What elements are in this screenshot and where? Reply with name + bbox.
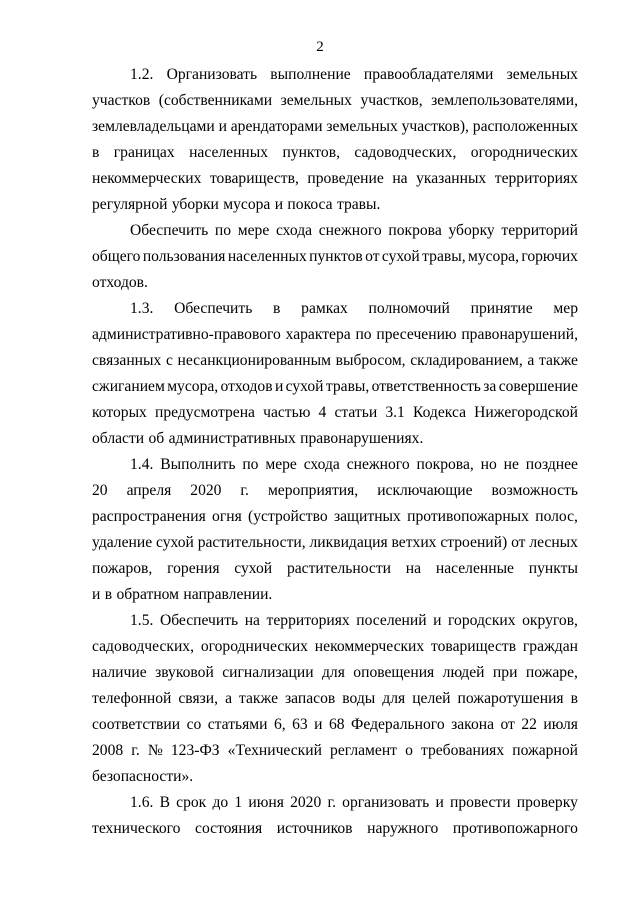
text-line: технического состояния источников наружного противопожарного [92,820,578,837]
text-line: наличие звуковой сигнализации для оповещения людей при пожаре, [92,664,578,681]
text-line: общего пользования населенных пунктов от сухой травы, мусора, горючих [92,248,578,265]
text-line: участков (собственниками земельных участков, землепользователями, [92,92,578,109]
text-line: которых предусмотрена частью 4 статьи 3.1 Кодекса Нижегородской [92,404,578,421]
text-line: отходов. [92,274,148,291]
text-line: некоммерческих товариществ, проведение на указанных территориях [92,170,578,187]
text-line: 1.4. Выполнить по мере схода снежного покрова, но не позднее [130,456,578,473]
text-line: садоводческих, огороднических некоммерческих товариществ граждан [92,638,578,655]
text-line: 1.6. В срок до 1 июня 2020 г. организовать и провести проверку [130,794,578,811]
text-line: 1.5. Обеспечить на территориях поселений и городских округов, [130,612,578,629]
text-line: телефонной связи, а также запасов воды для целей пожаротушения в [92,690,578,707]
text-line: сжиганием мусора, отходов и сухой травы, ответственность за совершение [92,378,578,395]
text-line: удаление сухой растительности, ликвидация ветхих строений) от лесных [92,534,578,551]
text-line: 1.2. Организовать выполнение правообладателями земельных [130,66,578,83]
text-line: соответствии со статьями 6, 63 и 68 Федерального закона от 22 июля [92,716,578,733]
text-line: Обеспечить по мере схода снежного покрова уборку территорий [130,222,578,239]
text-line: 20 апреля 2020 г. мероприятия, исключающие возможность [92,482,578,499]
text-line: 2008 г. № 123-ФЗ «Технический регламент о требованиях пожарной [92,742,578,759]
text-line: землевладельцами и арендаторами земельных участков), расположенных [92,118,578,135]
text-line: пожаров, горения сухой растительности на населенные пункты [92,560,578,577]
text-line: и в обратном направлении. [92,586,273,603]
text-line: области об административных правонарушениях. [92,430,424,447]
page-number: 2 [316,39,324,55]
text-line: связанных с несанкционированным выбросом, складированием, а также [92,352,578,369]
text-line: безопасности». [92,768,194,785]
text-line: регулярной уборки мусора и покоса травы. [92,196,381,213]
text-line: административно-правового характера по пресечению правонарушений, [92,326,578,343]
text-line: в границах населенных пунктов, садоводческих, огороднических [92,144,578,161]
text-line: распространения огня (устройство защитных противопожарных полос, [92,508,578,525]
text-line: 1.3. Обеспечить в рамках полномочий принятие мер [130,300,578,317]
